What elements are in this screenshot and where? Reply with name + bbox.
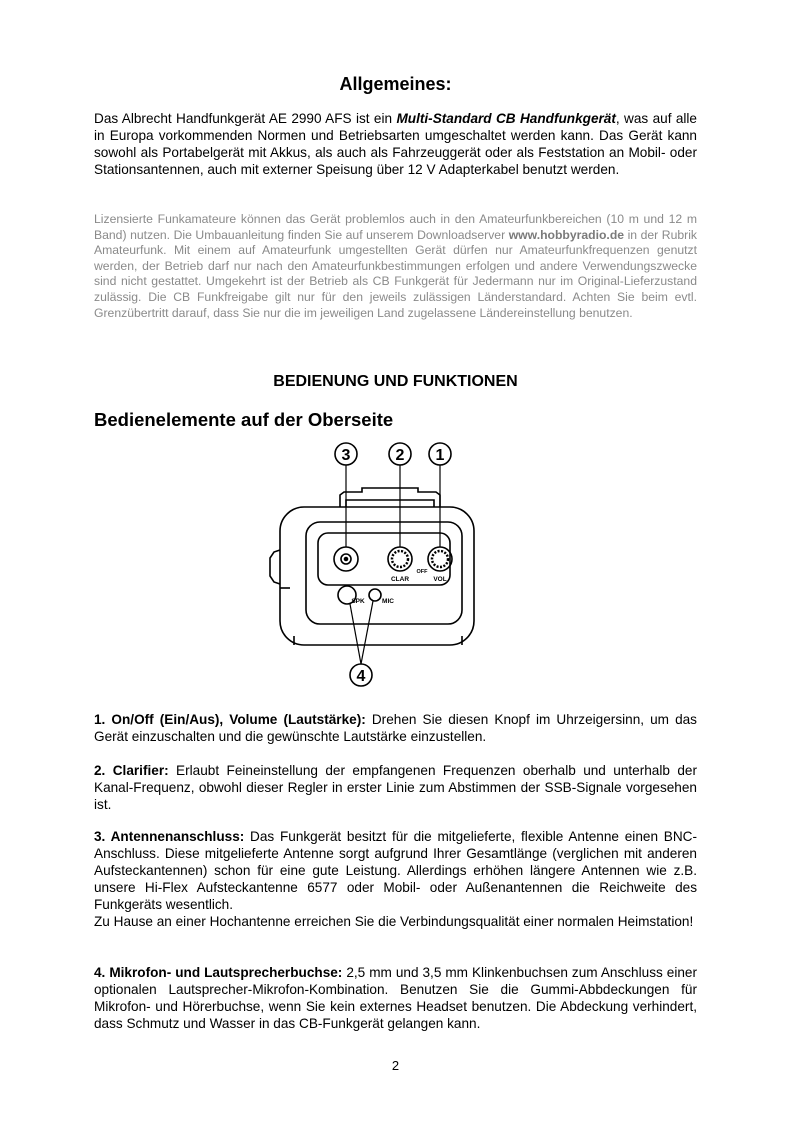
section-heading-general: Allgemeines:	[339, 74, 452, 94]
off-label: OFF	[416, 569, 428, 575]
spk-label: SPK	[351, 598, 365, 605]
item-title: 3. Antennenanschluss:	[94, 829, 245, 844]
ham-text-end: in der Rubrik Amateurfunk. Mit einem auf Amateurfunk umgestellten Gerät dürfen nur Amateurfunkfrequenzen genutzt werden, der Betrieb darf nur nach den Amateurfunkbestimmungen erfolgen und andere Verwendungszwecke sind nicht gestattet. Umgekehrt ist der Betrieb als CB Funkgerät für Jedermann nur im Original-Lieferzustand zulässig. Die CB Funkfreigabe gilt nur für den jeweils zulässigen Länderstandard. Achten Sie beim evtl. Grenzübertritt darauf, dass Sie nur die im jeweiligen Land zugelassene Ländereinstellung benutzen.	[94, 227, 697, 320]
item-text: Erlaubt Feineinstellung der empfangenen Frequenzen oberhalb und unterhalb der Kanal-Frequenz, obwohl dieser Regler in erster Linie zum Abstimmen der SSB-Signale vorgesehen ist.	[94, 763, 697, 812]
download-server-link[interactable]: www.hobbyradio.de	[508, 227, 625, 242]
item-title: 1. On/Off (Ein/Aus), Volume (Lautstärke):	[94, 712, 366, 727]
item-mic-speaker-jack	[94, 964, 697, 1032]
item-text: Drehen Sie diesen Knopf im Uhrzeigersinn, um das Gerät einzuschalten und die gewünschte Lautstärke einzustellen.	[94, 712, 697, 744]
page-number: 2	[391, 1058, 400, 1073]
ham-radio-paragraph	[94, 212, 697, 321]
item-text-home: Zu Hause an einer Hochantenne erreichen Sie die Verbindungsqualität einer normalen Heimstation!	[94, 914, 694, 929]
subheading-top-controls: Bedienelemente auf der Oberseite	[94, 409, 394, 430]
mic-label: MIC	[382, 598, 394, 605]
item-antenna-connector	[94, 828, 697, 930]
item-title: 4. Mikrofon- und Lautsprecherbuchse:	[94, 965, 343, 980]
item-text: 2,5 mm und 3,5 mm Klinkenbuchsen zum Anschluss einer optionalen Lautsprecher-Mikrofon-Kombination. Benutzen Sie die Gummi-Abbdeckungen für Mikrofon- und Hörerbuchse, wenn Sie kein externes Headset benutzen. Die Abdeckung verhindert, dass Schmutz und Wasser in das CB-Funkgerät gelangen kann.	[94, 965, 698, 1031]
callout-2: 2	[395, 447, 405, 464]
product-type-emphasis: Multi-Standard CB Handfunkgerät	[396, 111, 616, 126]
item-text: Das Funkgerät besitzt für die mitgelieferte, flexible Antenne einen BNC- Anschluss. Diese mitgelieferte Antenne sorgt aufgrund Ihrer Gesamtlänge (verglichen mit anderen Aufsteckantennen) schon für eine gute Leistung. Allerdings erhöhen längere Antennen wie z.B. unsere Hi-Flex Aufsteckantenne 6577 oder Mobil- oder Außenantennen die Reichweite des Funkgeräts wesentlich.	[94, 829, 697, 912]
intro-text-start: Das Albrecht Handfunkgerät AE 2990 AFS ist ein	[94, 111, 397, 126]
ham-text-start: Lizensierte Funkamateure können das Gerät problemlos auch in den Amateurfunkbereichen (10 m und 12 m Band) nutzen. Die Umbauanleitung finden Sie auf unserem Downloadserver	[94, 212, 697, 242]
radio-top-diagram	[262, 440, 477, 690]
callout-4: 4	[356, 668, 366, 685]
item-clarifier	[94, 762, 697, 813]
callout-3: 3	[341, 447, 351, 464]
intro-paragraph	[94, 110, 697, 178]
clar-label: CLAR	[390, 576, 410, 583]
section-heading-operation: BEDIENUNG UND FUNKTIONEN	[273, 373, 518, 390]
vol-label: VOL	[433, 576, 447, 583]
item-title: 2. Clarifier:	[94, 763, 169, 778]
intro-text-end: , was auf alle in Europa vorkommenden Normen und Betriebsarten umgeschaltet werden kann. Das Gerät kann sowohl als Portabelgerät mit Akkus, als auch als Fahrzeuggerät oder als Feststation an Mobil- oder Stationsantennen, auch mit externer Speisung über 12 V Adapterkabel benutzt werden.	[94, 111, 697, 177]
callout-1: 1	[435, 447, 445, 464]
item-on-off-volume	[94, 711, 697, 745]
